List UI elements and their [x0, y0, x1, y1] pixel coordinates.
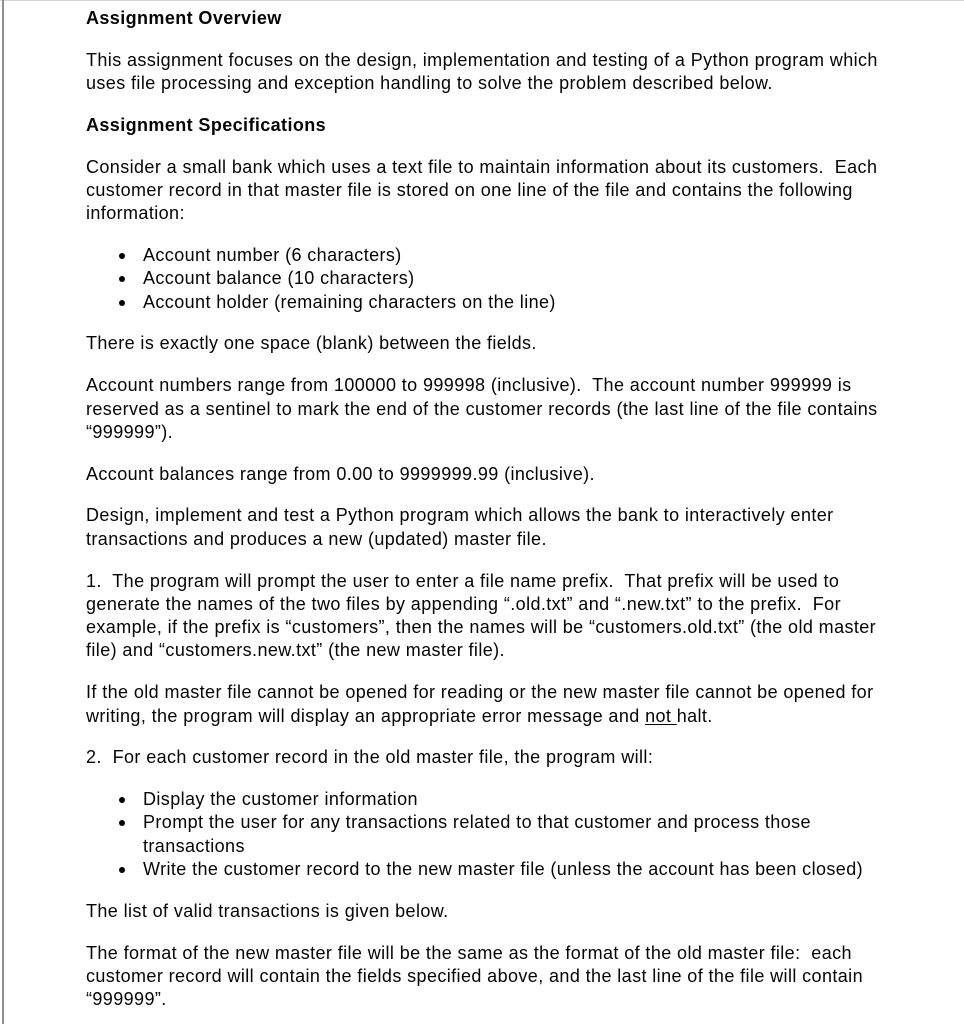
paragraph-valid-transactions	[86, 900, 946, 923]
paragraph-new-file-format	[86, 942, 946, 1012]
bullet-marker	[119, 867, 125, 873]
bullet-marker	[119, 253, 125, 259]
paragraph-line: 2. For each customer record in the old master file, the program will:	[86, 747, 654, 768]
bullet-text: Account number (6 characters)	[143, 245, 402, 266]
bullet-marker	[119, 820, 125, 826]
underlined-text: not	[645, 705, 677, 726]
bullet-item	[86, 811, 946, 858]
heading-text: Assignment Overview	[86, 8, 282, 28]
paragraph-line: generate the names of the two files by appending “.old.txt” and “.new.txt” to the prefix. For	[86, 593, 841, 614]
bullet-list-program-actions	[86, 788, 946, 881]
bullet-text: Display the customer information	[143, 789, 418, 810]
paragraph-line: Account numbers range from 100000 to 999998 (inclusive). The account number 999999 is	[86, 375, 852, 396]
paragraph-line: Account balances range from 0.00 to 9999999.99 (inclusive).	[86, 463, 595, 484]
page-top-edge	[0, 0, 964, 1]
paragraph-account-balances	[86, 463, 946, 486]
bullet-item	[86, 244, 946, 267]
paragraph-bank-description	[86, 156, 946, 226]
paragraph-line: “999999”).	[86, 421, 174, 442]
bullet-list-record-fields	[86, 244, 946, 314]
heading-assignment-specifications	[86, 114, 946, 137]
heading-text: Assignment Specifications	[86, 114, 327, 135]
paragraph-design-implement	[86, 504, 946, 551]
page-left-edge	[2, 0, 4, 1024]
rich-line-before: writing, the program will display an appropriate error message and	[86, 705, 646, 726]
paragraph-step-1	[86, 570, 946, 663]
bullet-text: Prompt the user for any transactions related to that customer and process those	[143, 812, 811, 833]
bullet-marker	[119, 276, 125, 282]
bullet-item	[86, 291, 946, 314]
paragraph-line: “999999”.	[86, 989, 167, 1010]
paragraph-line: 1. The program will prompt the user to enter a file name prefix. That prefix will be used to	[86, 570, 840, 591]
heading-assignment-overview	[86, 7, 946, 30]
paragraph-line: Consider a small bank which uses a text file to maintain information about its customers. Each	[86, 156, 878, 177]
paragraph-line: file) and “customers.new.txt” (the new master file).	[86, 640, 505, 661]
bullet-text: Account holder (remaining characters on the line)	[143, 291, 556, 312]
rich-line-after: halt.	[676, 705, 713, 726]
bullet-marker	[119, 797, 125, 803]
bullet-item	[86, 267, 946, 290]
paragraph-line: information:	[86, 203, 185, 224]
paragraph-line	[86, 705, 946, 728]
bullet-marker	[119, 300, 125, 306]
bullet-text: Write the customer record to the new master file (unless the account has been closed)	[143, 859, 864, 880]
paragraph-line: customer record will contain the fields specified above, and the last line of the file will contain	[86, 965, 863, 986]
paragraph-line: Design, implement and test a Python program which allows the bank to interactively enter	[86, 505, 834, 526]
paragraph-line: transactions and produces a new (updated) master file.	[86, 528, 547, 549]
paragraph-intro	[86, 49, 946, 96]
paragraph-account-numbers	[86, 374, 946, 444]
paragraph-line: This assignment focuses on the design, implementation and testing of a Python program which	[86, 49, 878, 70]
paragraph-line: reserved as a sentinel to mark the end of the customer records (the last line of the file contains	[86, 398, 878, 419]
paragraph-space-between-fields	[86, 332, 946, 355]
paragraph-line: uses file processing and exception handling to solve the problem described below.	[86, 73, 773, 94]
paragraph-line: example, if the prefix is “customers”, then the names will be “customers.old.txt” (the old master	[86, 617, 877, 638]
paragraph-line: If the old master file cannot be opened for reading or the new master file cannot be opened for	[86, 682, 874, 703]
paragraph-line: The list of valid transactions is given below.	[86, 900, 449, 921]
bullet-item	[86, 858, 946, 881]
paragraph-line: There is exactly one space (blank) between the fields.	[86, 333, 537, 354]
paragraph-line: The format of the new master file will be the same as the format of the old master file: each	[86, 942, 852, 963]
paragraph-line: customer record in that master file is stored on one line of the file and contains the following	[86, 179, 853, 200]
bullet-text: transactions	[143, 835, 245, 856]
document-page	[86, 7, 946, 1030]
paragraph-error-handling	[86, 681, 946, 728]
bullet-text: Account balance (10 characters)	[143, 268, 415, 289]
paragraph-step-2	[86, 746, 946, 769]
bullet-item	[86, 788, 946, 811]
